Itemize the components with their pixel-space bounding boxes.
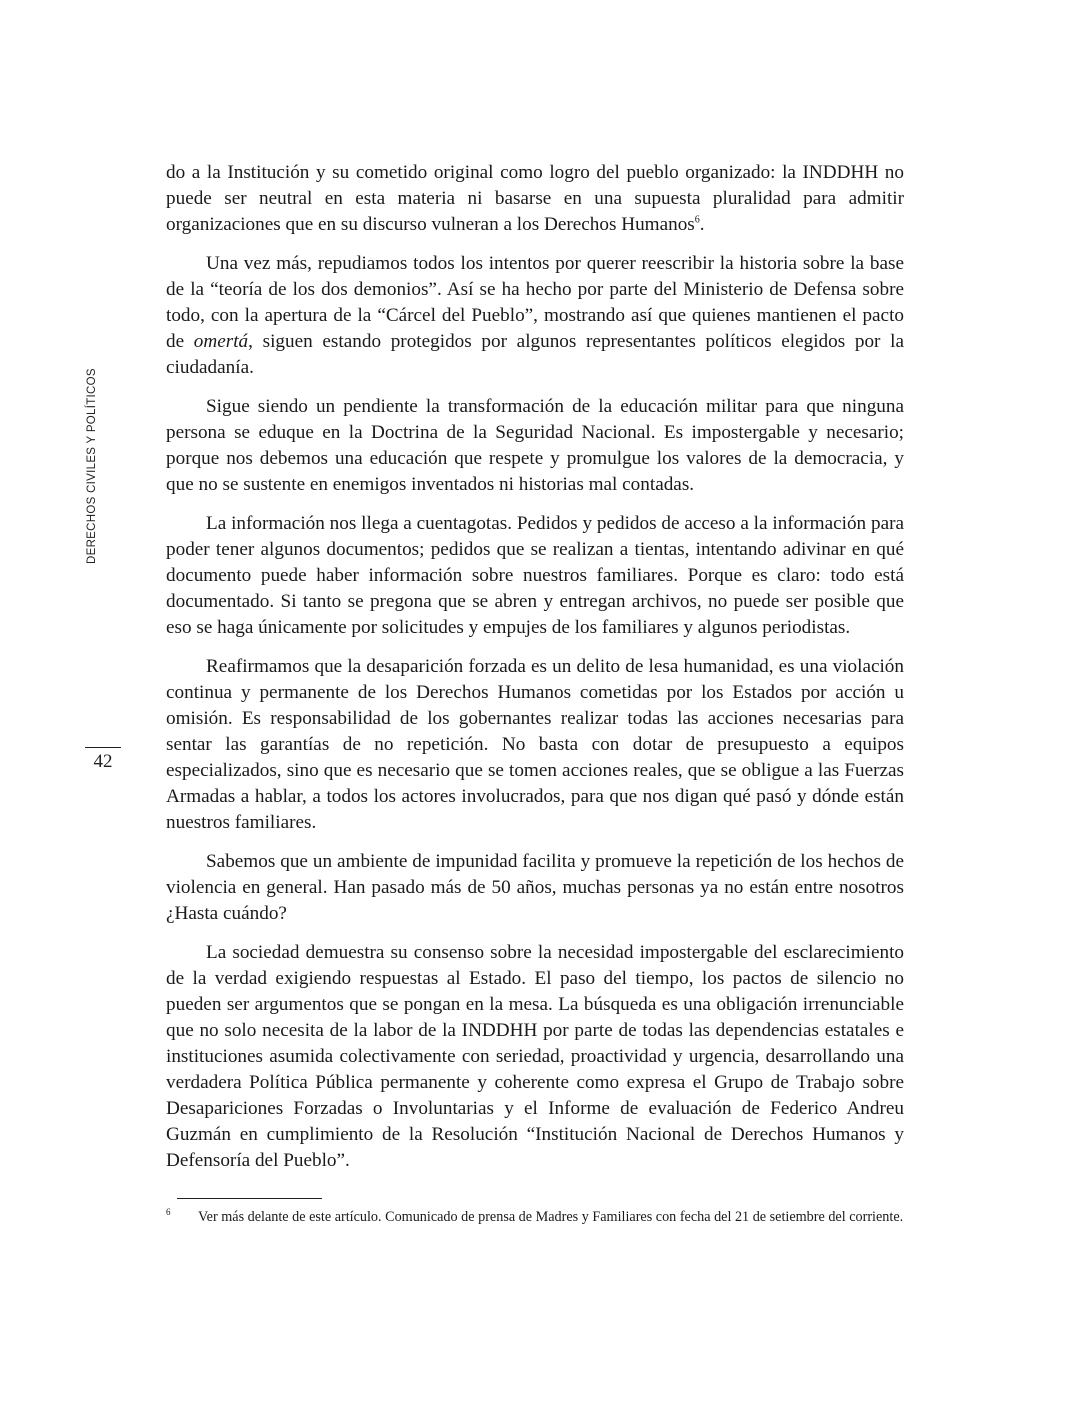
footnote: 6 Ver más delante de este artículo. Comunicado de prensa de Madres y Familiares con fecha del 21 de setiembre del corriente.: [166, 1207, 904, 1225]
footnote-separator: [177, 1198, 322, 1199]
paragraph: Sabemos que un ambiente de impunidad facilita y promueve la repetición de los hechos de violencia en general. Han pasado más de 50 años, muchas personas ya no están entre nosotros ¿Hasta cuándo?: [166, 851, 904, 924]
paragraph: Sigue siendo un pendiente la transformación de la educación militar para que ninguna persona se eduque en la Doctrina de la Seguridad Nacional. Es impostergable y necesario; porque nos debemos una educación que respete y promulgue los valores de la democracia, y que no se sustente en enemigos inventados ni historias mal contadas.: [166, 396, 904, 495]
footnote-reference[interactable]: 6: [694, 214, 700, 226]
paragraph: La sociedad demuestra su consenso sobre la necesidad impostergable del esclarecimiento de la verdad exigiendo respuestas al Estado. El paso del tiempo, los pactos de silencio no pueden ser argumentos que se pongan en la mesa. La búsqueda es una obligación irrenunciable que no solo necesita de la labor de la INDDHH por parte de todas las dependencias estatales e instituciones asumida colectivamente con seriedad, proactividad y urgencia, desarrollando una verdadera Política Pública permanente y coherente como expresa el Grupo de Trabajo sobre Desapariciones Forzadas o Involuntarias y el Informe de evaluación de Federico Andreu Guzmán en cumplimiento de la Resolución “Institución Nacional de Derechos Humanos y Defensoría del Pueblo”.: [166, 942, 904, 1171]
paragraph-text: , siguen estando protegidos por algunos representantes políticos elegidos por la ciudadanía.: [166, 331, 904, 378]
page-number: 42: [93, 751, 113, 772]
paragraph: Reafirmamos que la desaparición forzada es un delito de lesa humanidad, es una violación continua y permanente de los Derechos Humanos cometidas por los Estados por acción u omisión. Es responsabilidad de los gobernantes realizar todas las acciones necesarias para sentar las garantías de no repetición. No basta con dotar de presupuesto a equipos especializados, sino que es necesario que se tomen acciones reales, que se obligue a las Fuerzas Armadas a hablar, a todos los actores involucrados, para que nos digan qué pasó y dónde están nuestros familiares.: [166, 656, 904, 833]
body-text: [166, 160, 904, 1187]
italic-term: omertá: [193, 331, 249, 352]
paragraph-text: .: [699, 214, 705, 235]
paragraph: [166, 251, 904, 381]
paragraph-text: Una vez más, repudiamos todos los intentos por querer reescribir la historia sobre la base de la “teoría de los dos demonios”. Así se ha hecho por parte del Ministerio de Defensa sobre todo, con la apertura de la “Cárcel del Pueblo”, mostrando así que quienes mantienen el pacto de: [166, 253, 904, 352]
footnote-text: Ver más delante de este artículo. Comunicado de prensa de Madres y Familiares con fecha del 21 de setiembre del corriente.: [198, 1209, 904, 1225]
page-number-rule: [85, 747, 121, 748]
paragraph: La información nos llega a cuentagotas. Pedidos y pedidos de acceso a la información para poder tener algunos documentos; pedidos que se realizan a tientas, intentando adivinar en qué documento puede haber información sobre nuestros familiares. Porque es claro: todo está documentado. Si tanto se pregona que se abren y entregan archivos, no puede ser posible que eso se haga únicamente por solicitudes y empujes de los familiares y algunos periodistas.: [166, 513, 904, 638]
section-side-label: DERECHOS CIVILES Y POLÍTICOS: [86, 368, 98, 564]
paragraph-text: do a la Institución y su cometido original como logro del pueblo organizado: la INDDHH no puede ser neutral en esta materia ni basarse en una supuesta pluralidad para admitir organizaciones que en su discurso vulneran a los Derechos Humanos: [166, 162, 904, 235]
paragraph: [166, 160, 904, 238]
